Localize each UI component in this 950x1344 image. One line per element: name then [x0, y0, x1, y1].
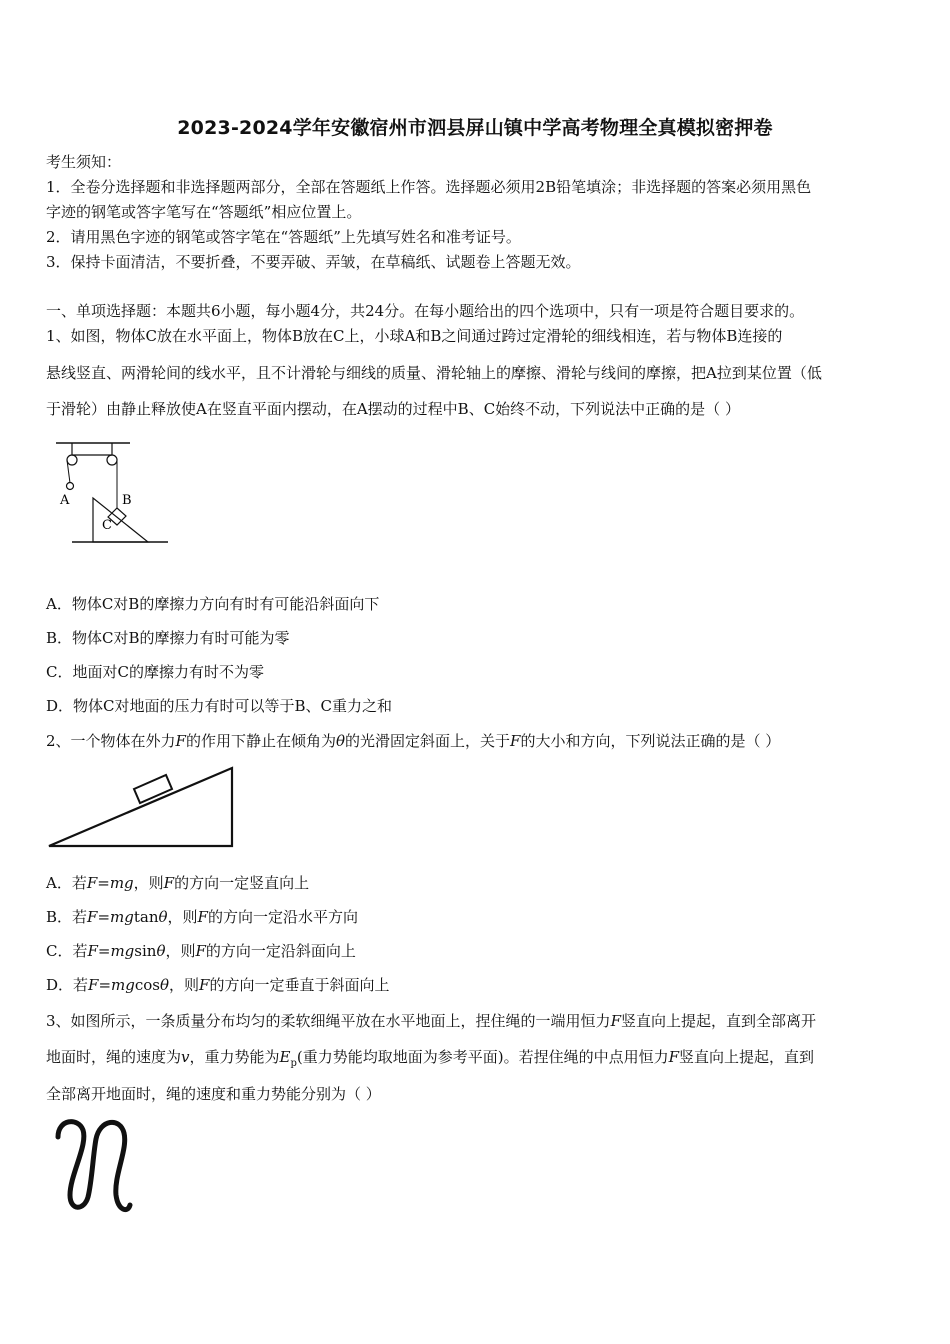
left-pulley — [67, 455, 77, 465]
question-3-line-1: 3、如图所示，一条质量分布均匀的柔软细绳平放在水平地面上，捏住绳的一端用恒力F竖直向上提起，直到全部离开 — [46, 1012, 816, 1030]
block-on-incline — [134, 775, 172, 803]
notice-item-3: 3．保持卡面清洁，不要折叠，不要弄破、弄皱，在草稿纸、试题卷上答题无效。 — [46, 253, 581, 271]
notice-item-2: 2．请用黑色字迹的钢笔或答字笔在“答题纸”上先填写姓名和准考证号。 — [46, 228, 521, 246]
question-3-line-2: 地面时，绳的速度为v，重力势能为$E_p$(重力势能均取地面为参考平面)。若捏住绳的中点用恒力F竖直向上提起，直到 — [46, 1048, 815, 1069]
label-c: C — [102, 518, 112, 533]
question-1-option-d: D．物体C对地面的压力有时可以等于B、C重力之和 — [46, 697, 393, 715]
label-b: B — [122, 493, 132, 508]
page-title: 2023-2024学年安徽宿州市泗县屏山镇中学高考物理全真模拟密押卷 — [177, 117, 773, 139]
notice-item-1-line-2: 字迹的钢笔或答字笔写在“答题纸”相应位置上。 — [46, 203, 362, 221]
rope-curve — [58, 1122, 130, 1210]
question-1-line-2: 悬线竖直、两滑轮间的线水平，且不计滑轮与细线的质量、滑轮轴上的摩擦、滑轮与线间的摩擦，把A拉到某位置（低 — [46, 364, 822, 382]
question-2-option-a: A．若F=mg，则F的方向一定竖直向上 — [46, 874, 310, 892]
question-1-line-1: 1、如图，物体C放在水平面上，物体B放在C上，小球A和B之间通过跨过定滑轮的细线相连，若与物体B连接的 — [46, 327, 783, 345]
question-1-line-3: 于滑轮）由静止释放使A在竖直平面内摆动，在A摆动的过程中B、C始终不动，下列说法中正确的是（ ） — [46, 400, 740, 418]
question-1-figure — [50, 438, 180, 548]
question-1-option-a: A．物体C对B的摩擦力方向有时有可能沿斜面向下 — [46, 595, 380, 613]
notice-item-1-line-1: 1．全卷分选择题和非选择题两部分，全部在答题纸上作答。选择题必须用2B铅笔填涂；非选择题的答案必须用黑色 — [46, 178, 812, 196]
ball-a — [67, 483, 74, 490]
question-2-option-c: C．若F=mgsinθ，则F的方向一定沿斜面向上 — [46, 942, 356, 960]
question-1-option-c: C．地面对C的摩擦力有时不为零 — [46, 663, 264, 681]
question-2-stem: 2、一个物体在外力F的作用下静止在倾角为θ的光滑固定斜面上，关于F的大小和方向，下列说法正确的是（ ） — [46, 732, 781, 750]
label-a: A — [60, 493, 70, 508]
section-heading: 一、单项选择题：本题共6小题，每小题4分，共24分。在每小题给出的四个选项中，只有一项是符合题目要求的。 — [46, 302, 805, 320]
question-2-option-d: D．若F=mgcosθ，则F的方向一定垂直于斜面向上 — [46, 976, 390, 994]
question-1-option-b: B．物体C对B的摩擦力有时可能为零 — [46, 629, 290, 647]
notice-heading: 考生须知： — [46, 153, 122, 171]
incline — [49, 768, 232, 846]
question-2-figure — [44, 762, 239, 852]
question-2-option-b: B．若F=mgtanθ，则F的方向一定沿水平方向 — [46, 908, 358, 926]
right-pulley — [107, 455, 117, 465]
question-3-figure — [48, 1115, 138, 1220]
question-3-line-3: 全部离开地面时，绳的速度和重力势能分别为（ ） — [46, 1085, 381, 1103]
